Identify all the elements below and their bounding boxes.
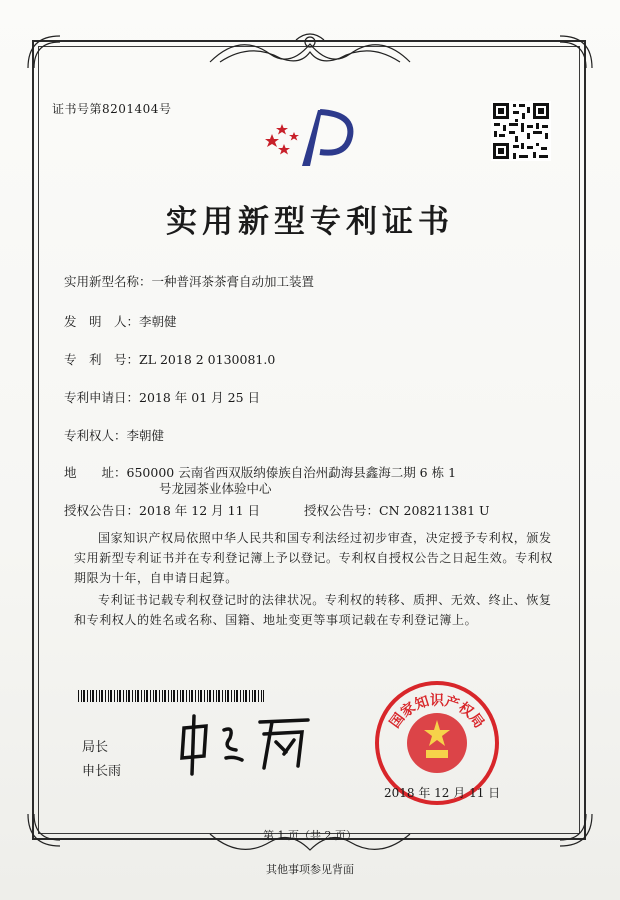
- corner-ornament-icon: [24, 32, 64, 72]
- signature-image: [176, 708, 316, 778]
- field-grant-date: [64, 501, 260, 519]
- barcode-icon: [78, 690, 264, 702]
- certificate-number: 证书号第8201404号: [52, 102, 172, 116]
- corner-ornament-icon: [556, 32, 596, 72]
- field-label: 发 明 人：: [64, 314, 140, 329]
- field-label: 专利申请日：: [64, 390, 140, 405]
- director-name: 申长雨: [82, 764, 122, 779]
- certificate-paragraph-1: 国家知识产权局依照中华人民共和国专利法经过初步审查，决定授予专利权，颁发实用新型专利证书并在专利登记簿上予以登记。专利权自授权公告之日起生效。专利权期限为十年，自申请日起算。: [74, 531, 553, 585]
- field-value: 李朝健: [126, 428, 165, 443]
- certificate-paragraph-2: 专利证书记载专利权登记时的法律状况。专利权的转移、质押、无效、终止、恢复和专利权人的姓名或名称、国籍、地址变更等事项记载在专利登记簿上。: [74, 593, 552, 627]
- field-address-line2: 号龙园茶业体验中心: [159, 481, 272, 496]
- page-number: 第 1 页（共 2 页）: [263, 829, 357, 842]
- seal-text: 国家知识产权局: [386, 693, 488, 732]
- field-value: CN 208211381 U: [379, 503, 490, 518]
- director-title: 局长: [82, 740, 109, 755]
- seal-date: 2018 年 12 月 11 日: [384, 786, 501, 800]
- field-value: 650000 云南省西双版纳傣族自治州勐海县鑫海二期 6 栋 1: [126, 465, 457, 480]
- field-patent-number: [64, 350, 275, 368]
- field-filing-date: [64, 388, 260, 406]
- field-label: 地 址：: [64, 465, 127, 480]
- top-ornament-icon: [200, 32, 420, 72]
- certificate-title: 实用新型专利证书: [166, 204, 454, 240]
- field-utility-model-name: [64, 272, 314, 290]
- field-value: 2018 年 01 月 25 日: [139, 390, 261, 405]
- field-value: 2018 年 12 月 11 日: [139, 503, 261, 518]
- field-patent-owner: [64, 426, 164, 444]
- back-note: 其他事项参见背面: [266, 863, 354, 876]
- field-value: ZL 2018 2 0130081.0: [139, 352, 276, 367]
- qr-code-icon: [491, 101, 551, 161]
- field-grant-publication-number: [304, 501, 490, 519]
- field-label: 授权公告日：: [64, 503, 140, 518]
- field-value: 一种普洱茶茶膏自动加工装置: [151, 274, 315, 289]
- field-label: 专利权人：: [64, 428, 127, 443]
- field-label: 实用新型名称：: [64, 274, 152, 289]
- field-label: 专 利 号：: [64, 352, 140, 367]
- patent-logo-icon: [262, 104, 358, 168]
- field-label: 授权公告号：: [304, 503, 380, 518]
- field-value: 李朝健: [139, 314, 177, 329]
- field-inventor: [64, 312, 177, 330]
